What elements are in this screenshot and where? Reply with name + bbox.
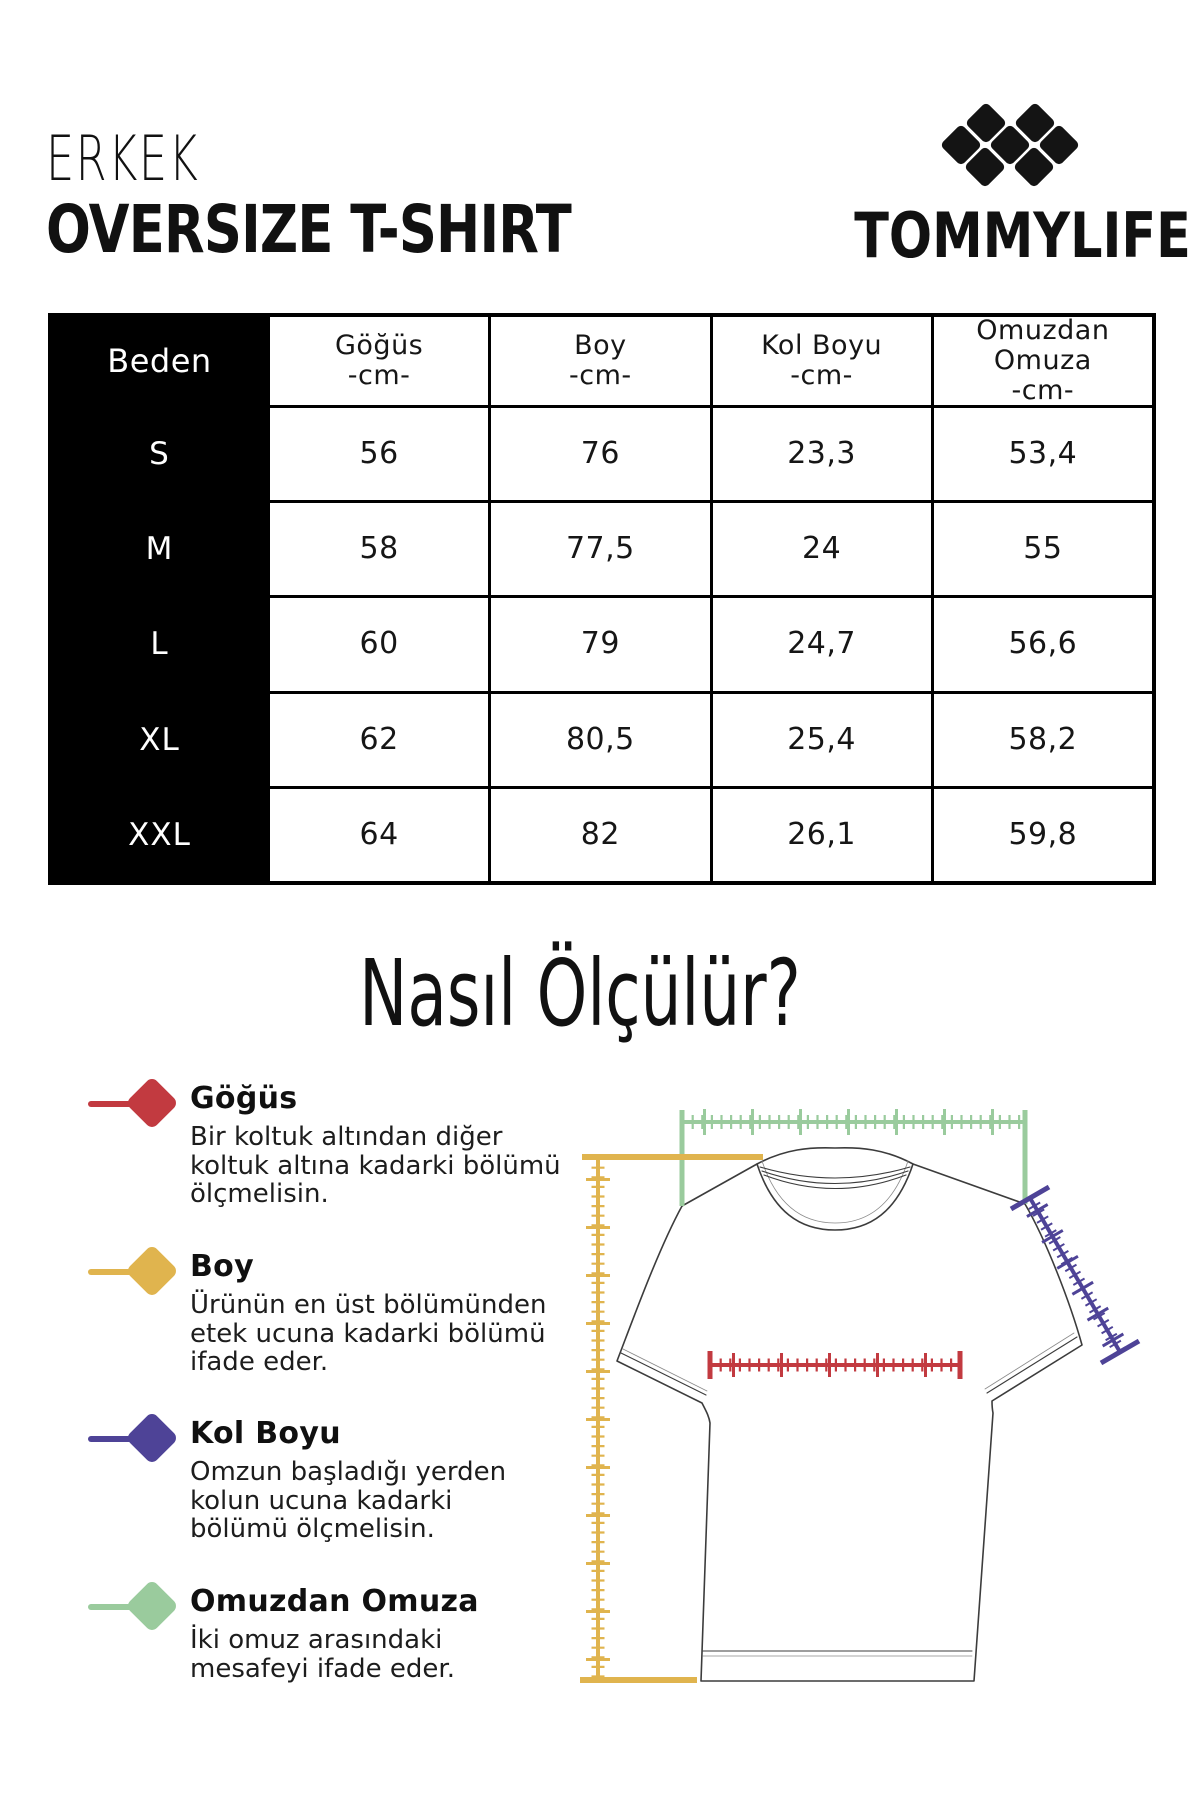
- table-value: 82: [491, 789, 709, 881]
- howto-title: Nasıl Ölçülür?: [359, 940, 801, 1047]
- product-title: OVERSIZE T-SHIRT: [46, 191, 571, 268]
- table-value: 58: [270, 503, 488, 595]
- table-value: 76: [491, 408, 709, 500]
- table-value: 58,2: [934, 694, 1152, 786]
- size-table: [48, 313, 1156, 885]
- column-header-chest: Göğüs -cm-: [270, 317, 488, 405]
- brand-logo-icon: [925, 98, 1095, 197]
- sleeve-diamond-icon: [88, 1417, 190, 1463]
- legend-item-chest: Göğüs Bir koltuk altından diğer koltuk altına kadarki bölümü ölçmelisin.: [88, 1082, 562, 1209]
- legend-title: Göğüs: [190, 1081, 298, 1116]
- legend-item-sleeve: Kol Boyu Omzun başladığı yerden kolun ucuna kadarki bölümü ölçmelisin.: [88, 1417, 562, 1544]
- column-header-sleeve: Kol Boyu -cm-: [713, 317, 931, 405]
- size-label-s: S: [52, 408, 267, 500]
- length-diamond-icon: [88, 1250, 190, 1296]
- tshirt-measurement-diagram: [540, 940, 1200, 1700]
- legend-title: Boy: [190, 1249, 254, 1284]
- size-label-xxl: XXL: [52, 789, 267, 881]
- column-header-shoulder: Omuzdan Omuza -cm-: [934, 317, 1152, 405]
- table-value: 55: [934, 503, 1152, 595]
- column-header-length: Boy -cm-: [491, 317, 709, 405]
- table-value: 53,4: [934, 408, 1152, 500]
- table-value: 24,7: [713, 598, 931, 690]
- table-value: 59,8: [934, 789, 1152, 881]
- brand-name: TOMMYLIFE: [854, 199, 1191, 272]
- shoulder-diamond-icon: [88, 1585, 190, 1631]
- product-category: ERKEK: [46, 122, 200, 195]
- table-value: 64: [270, 789, 488, 881]
- table-corner-header: Beden: [52, 317, 267, 405]
- table-value: 25,4: [713, 694, 931, 786]
- size-label-m: M: [52, 503, 267, 595]
- table-value: 77,5: [491, 503, 709, 595]
- table-value: 56,6: [934, 598, 1152, 690]
- table-value: 62: [270, 694, 488, 786]
- table-value: 79: [491, 598, 709, 690]
- table-value: 24: [713, 503, 931, 595]
- table-value: 60: [270, 598, 488, 690]
- legend-title: Omuzdan Omuza: [190, 1584, 479, 1619]
- size-label-l: L: [52, 598, 267, 690]
- legend-item-shoulder: Omuzdan Omuza İki omuz arasındaki mesafeyi ifade eder.: [88, 1585, 562, 1683]
- table-value: 56: [270, 408, 488, 500]
- legend-item-length: Boy Ürünün en üst bölümünden etek ucuna kadarki bölümü ifade eder.: [88, 1250, 562, 1377]
- chest-diamond-icon: [88, 1082, 190, 1128]
- size-label-xl: XL: [52, 694, 267, 786]
- table-value: 23,3: [713, 408, 931, 500]
- legend-title: Kol Boyu: [190, 1416, 341, 1451]
- table-value: 80,5: [491, 694, 709, 786]
- table-value: 26,1: [713, 789, 931, 881]
- tshirt-outline: [617, 1148, 1082, 1681]
